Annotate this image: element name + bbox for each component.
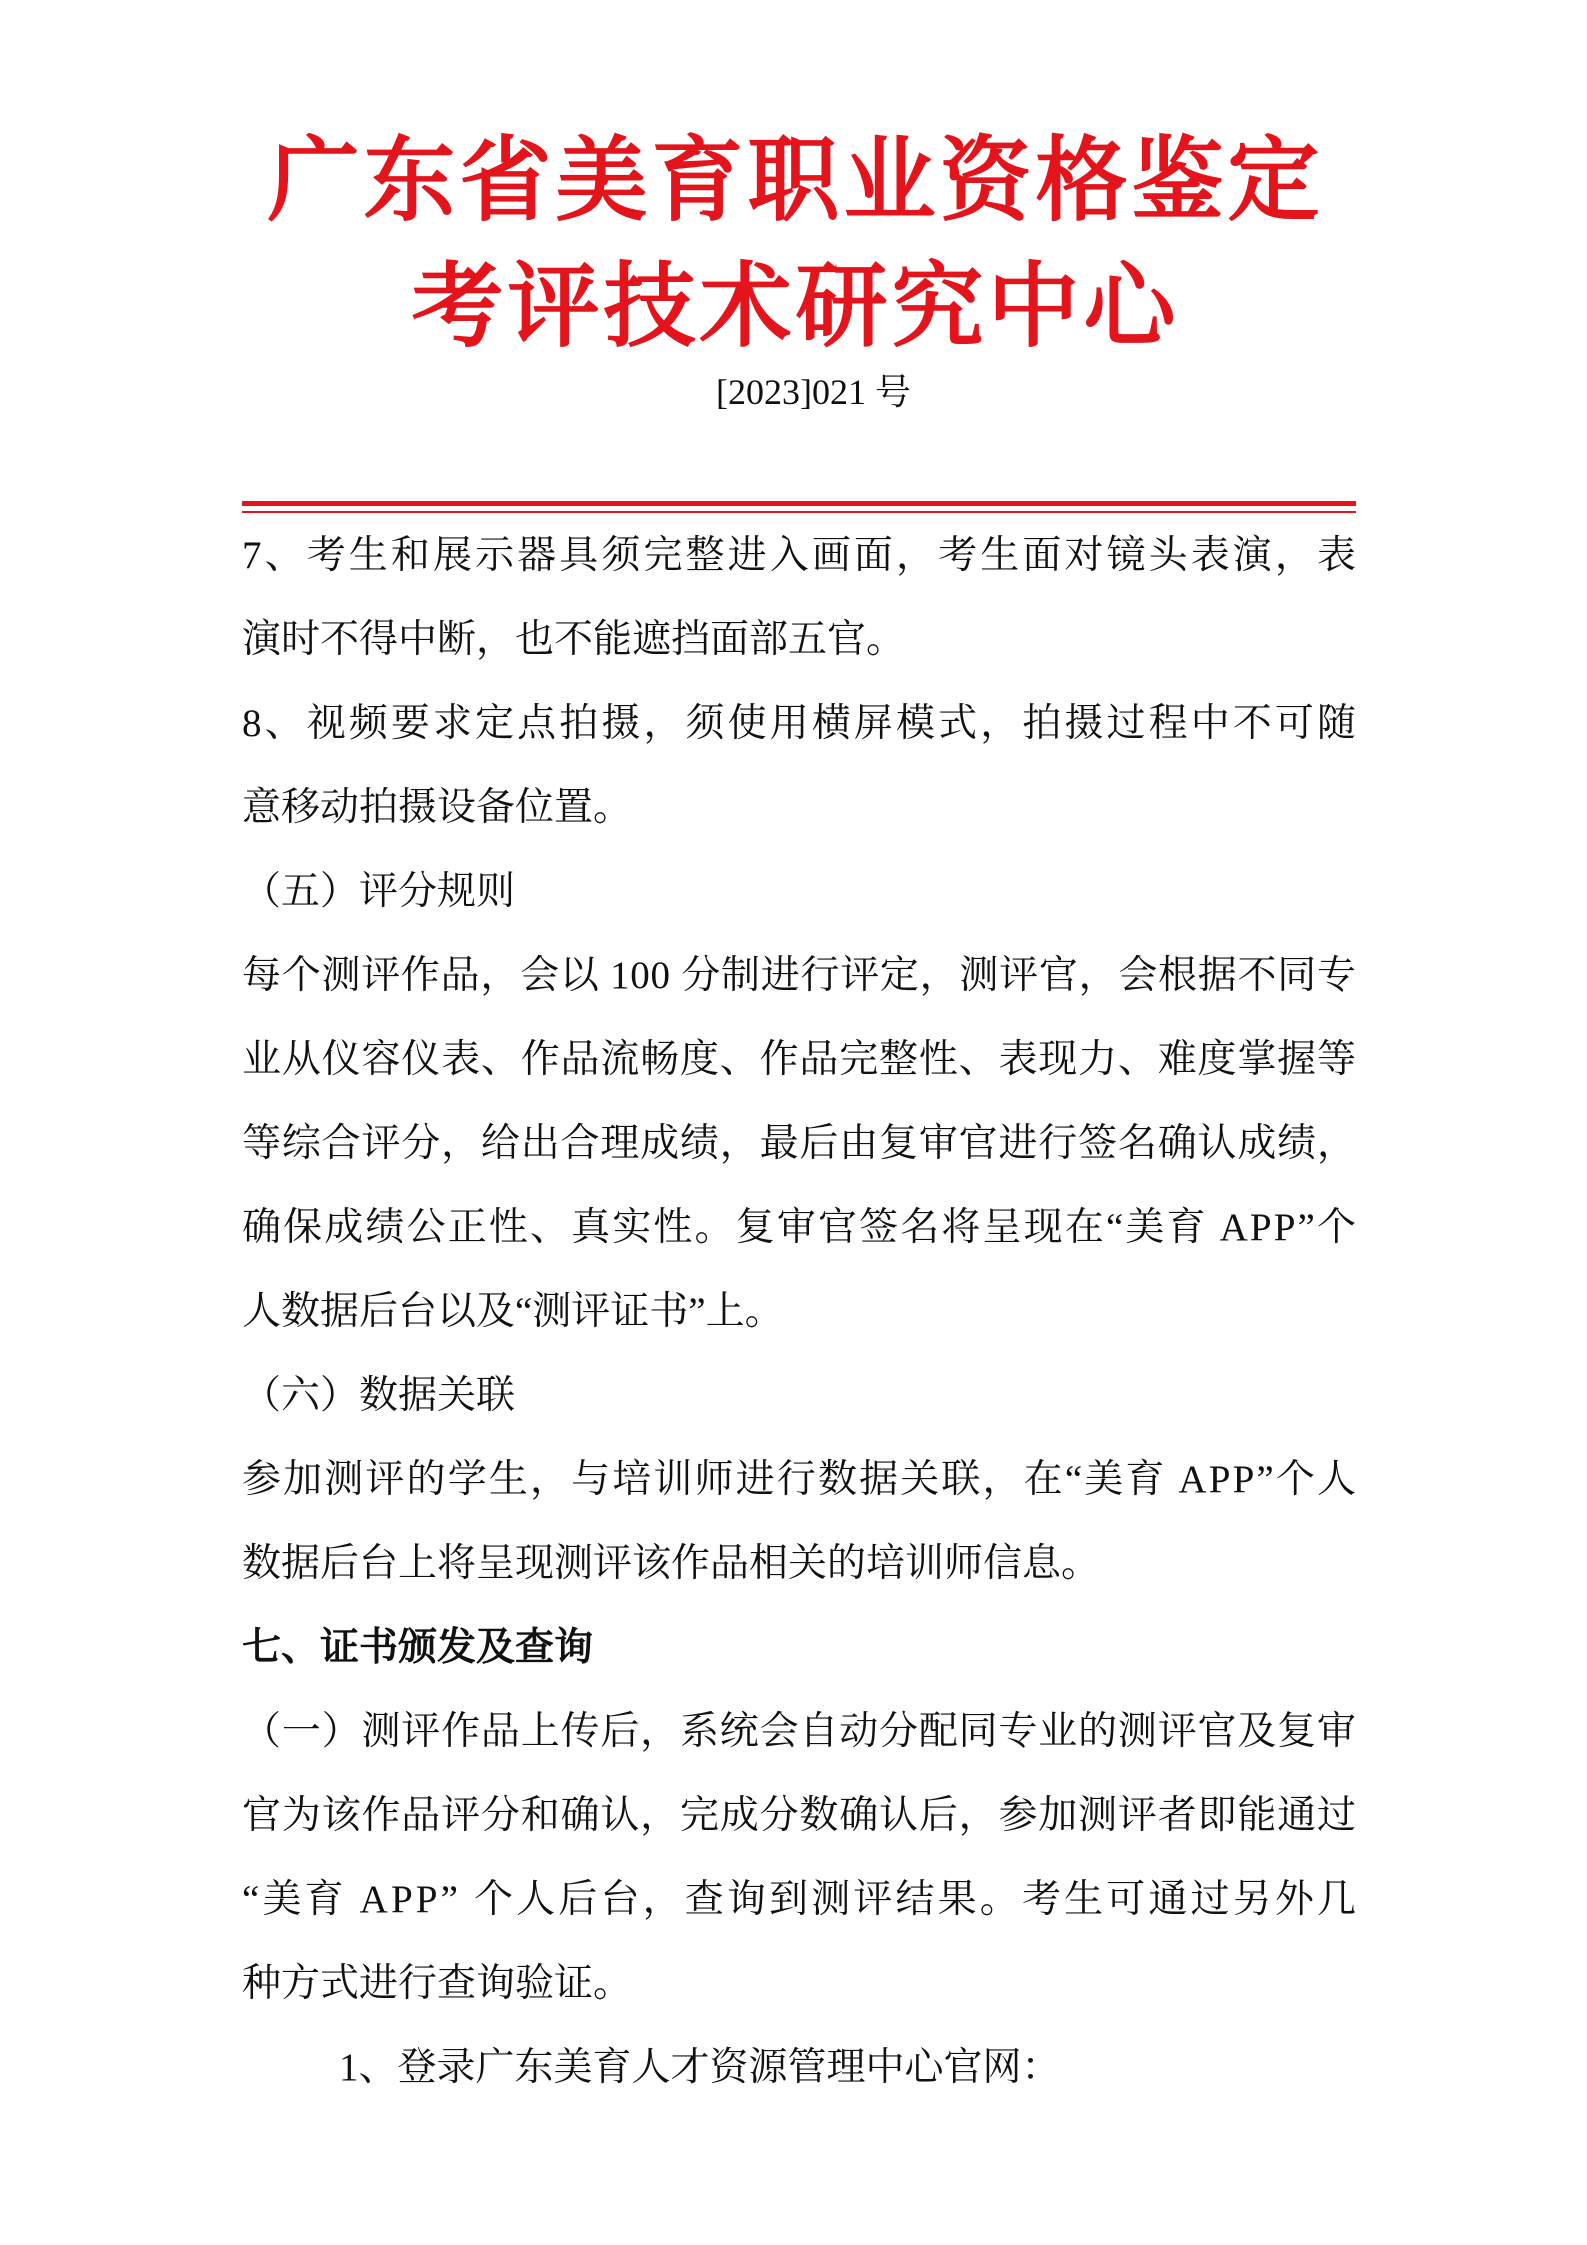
paragraph-line: “美育 APP” 个人后台，查询到测评结果。考生可通过另外几 <box>242 1878 1360 1921</box>
paragraph-line: 数据后台上将呈现测评该作品相关的培训师信息。 <box>242 1542 1101 1585</box>
subsection-heading: （六）数据关联 <box>242 1374 516 1417</box>
paragraph-line: 7、考生和展示器具须完整进入画面，考生面对镜头表演，表 <box>242 534 1360 577</box>
subsection-heading: （五）评分规则 <box>242 870 516 913</box>
paragraph-line: 官为该作品评分和确认，完成分数确认后，参加测评者即能通过 <box>242 1794 1357 1837</box>
list-item-line: 1、登录广东美育人才资源管理中心官网： <box>339 2046 1061 2089</box>
header-divider-thin <box>242 511 1356 513</box>
section-heading: 七、证书颁发及查询 <box>242 1626 594 1669</box>
header-divider-thick <box>242 501 1356 506</box>
paragraph-line: 等综合评分，给出合理成绩，最后由复审官进行签名确认成绩， <box>242 1122 1357 1165</box>
paragraph-line: 确保成绩公正性、真实性。复审官签名将呈现在“美育 APP”个 <box>242 1206 1359 1249</box>
paragraph-line: 意移动拍摄设备位置。 <box>242 786 633 829</box>
organization-title-line-1: 广东省美育职业资格鉴定 <box>267 126 1324 234</box>
paragraph-line: （一）测评作品上传后，系统会自动分配同专业的测评官及复审 <box>242 1710 1357 1753</box>
document-number: [2023]021 号 <box>716 372 911 412</box>
paragraph-line: 8、视频要求定点拍摄，须使用横屏模式，拍摄过程中不可随 <box>242 702 1360 745</box>
paragraph-line: 演时不得中断，也不能遮挡面部五官。 <box>242 618 906 661</box>
paragraph-line: 种方式进行查询验证。 <box>242 1962 633 2005</box>
paragraph-line: 人数据后台以及“测评证书”上。 <box>242 1290 784 1333</box>
paragraph-line: 每个测评作品，会以 100 分制进行评定，测评官，会根据不同专 <box>242 954 1357 997</box>
organization-title-line-2: 考评技术研究中心 <box>411 252 1180 360</box>
paragraph-line: 业从仪容仪表、作品流畅度、作品完整性、表现力、难度掌握等 <box>242 1038 1357 1081</box>
paragraph-line: 参加测评的学生，与培训师进行数据关联，在“美育 APP”个人 <box>242 1458 1359 1501</box>
document-body <box>242 514 1360 2110</box>
